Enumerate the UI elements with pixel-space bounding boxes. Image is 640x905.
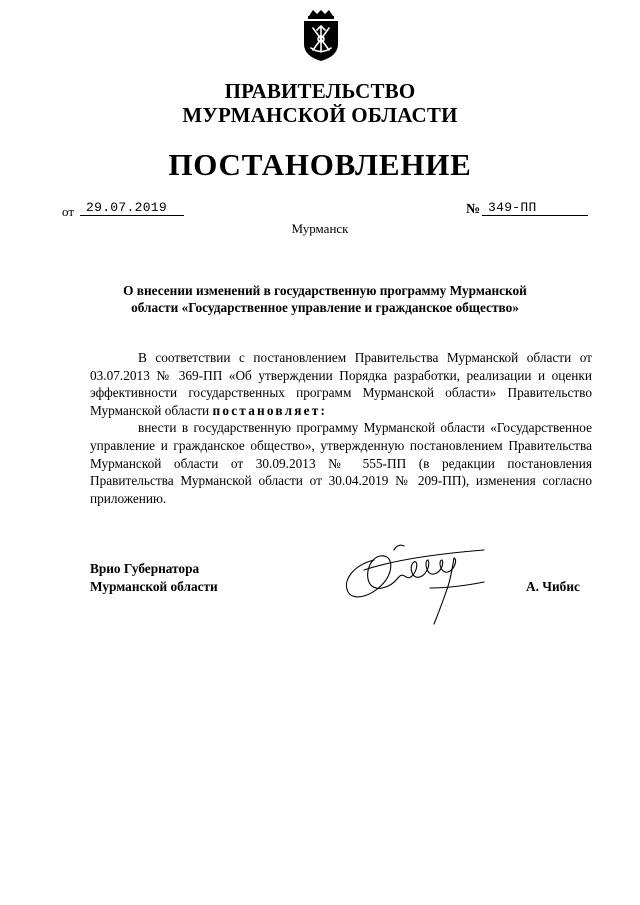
- date-prefix: от: [62, 204, 75, 219]
- document-subject: [105, 282, 545, 316]
- subject-line1: О внесении изменений в государственную программу Мурманской: [123, 283, 527, 298]
- signatory-title: [90, 560, 218, 595]
- subject-line2: области «Государственное управление и гражданское общество»: [131, 300, 519, 315]
- number-prefix: №: [466, 202, 481, 217]
- document-body: [90, 349, 592, 507]
- handwritten-signature-icon: [334, 530, 504, 635]
- body-paragraph-2: внести в государственную программу Мурманской области «Государственное управление и гражданское общество», утвержденную постановлением Правительства Мурманской области от 30.09.2013 № 555-ПП (в редакции постановления Правительства Мурманской области от 30.04.2019 № 209-ПП), изменения согласно приложению.: [90, 420, 592, 506]
- coat-of-arms-icon: [301, 10, 341, 62]
- signatory-title-line2: Мурманской области: [90, 578, 218, 594]
- signatory-title-line1: Врио Губернатора: [90, 561, 200, 576]
- document-date: 29.07.2019: [80, 201, 184, 216]
- org-name-line1: ПРАВИТЕЛЬСТВО: [224, 79, 416, 103]
- body-paragraph-1: [90, 349, 592, 419]
- city-label: Мурманск: [291, 221, 349, 236]
- body-paragraph-1-text: В соответствии с постановлением Правительства Мурманской области от 03.07.2013 № 369-ПП «Об утверждении Порядка разработки, реализации и оценки эффективности государственных программ Мурманской области» Правительство Мурманской области: [90, 350, 592, 418]
- org-name-line2: МУРМАНСКОЙ ОБЛАСТИ: [182, 103, 458, 127]
- document-type-title: ПОСТАНОВЛЕНИЕ: [168, 147, 472, 182]
- signatory-name: А. Чибис: [526, 579, 580, 594]
- document-number: 349-ПП: [482, 201, 588, 216]
- resolution-keyword: постановляет:: [212, 402, 328, 418]
